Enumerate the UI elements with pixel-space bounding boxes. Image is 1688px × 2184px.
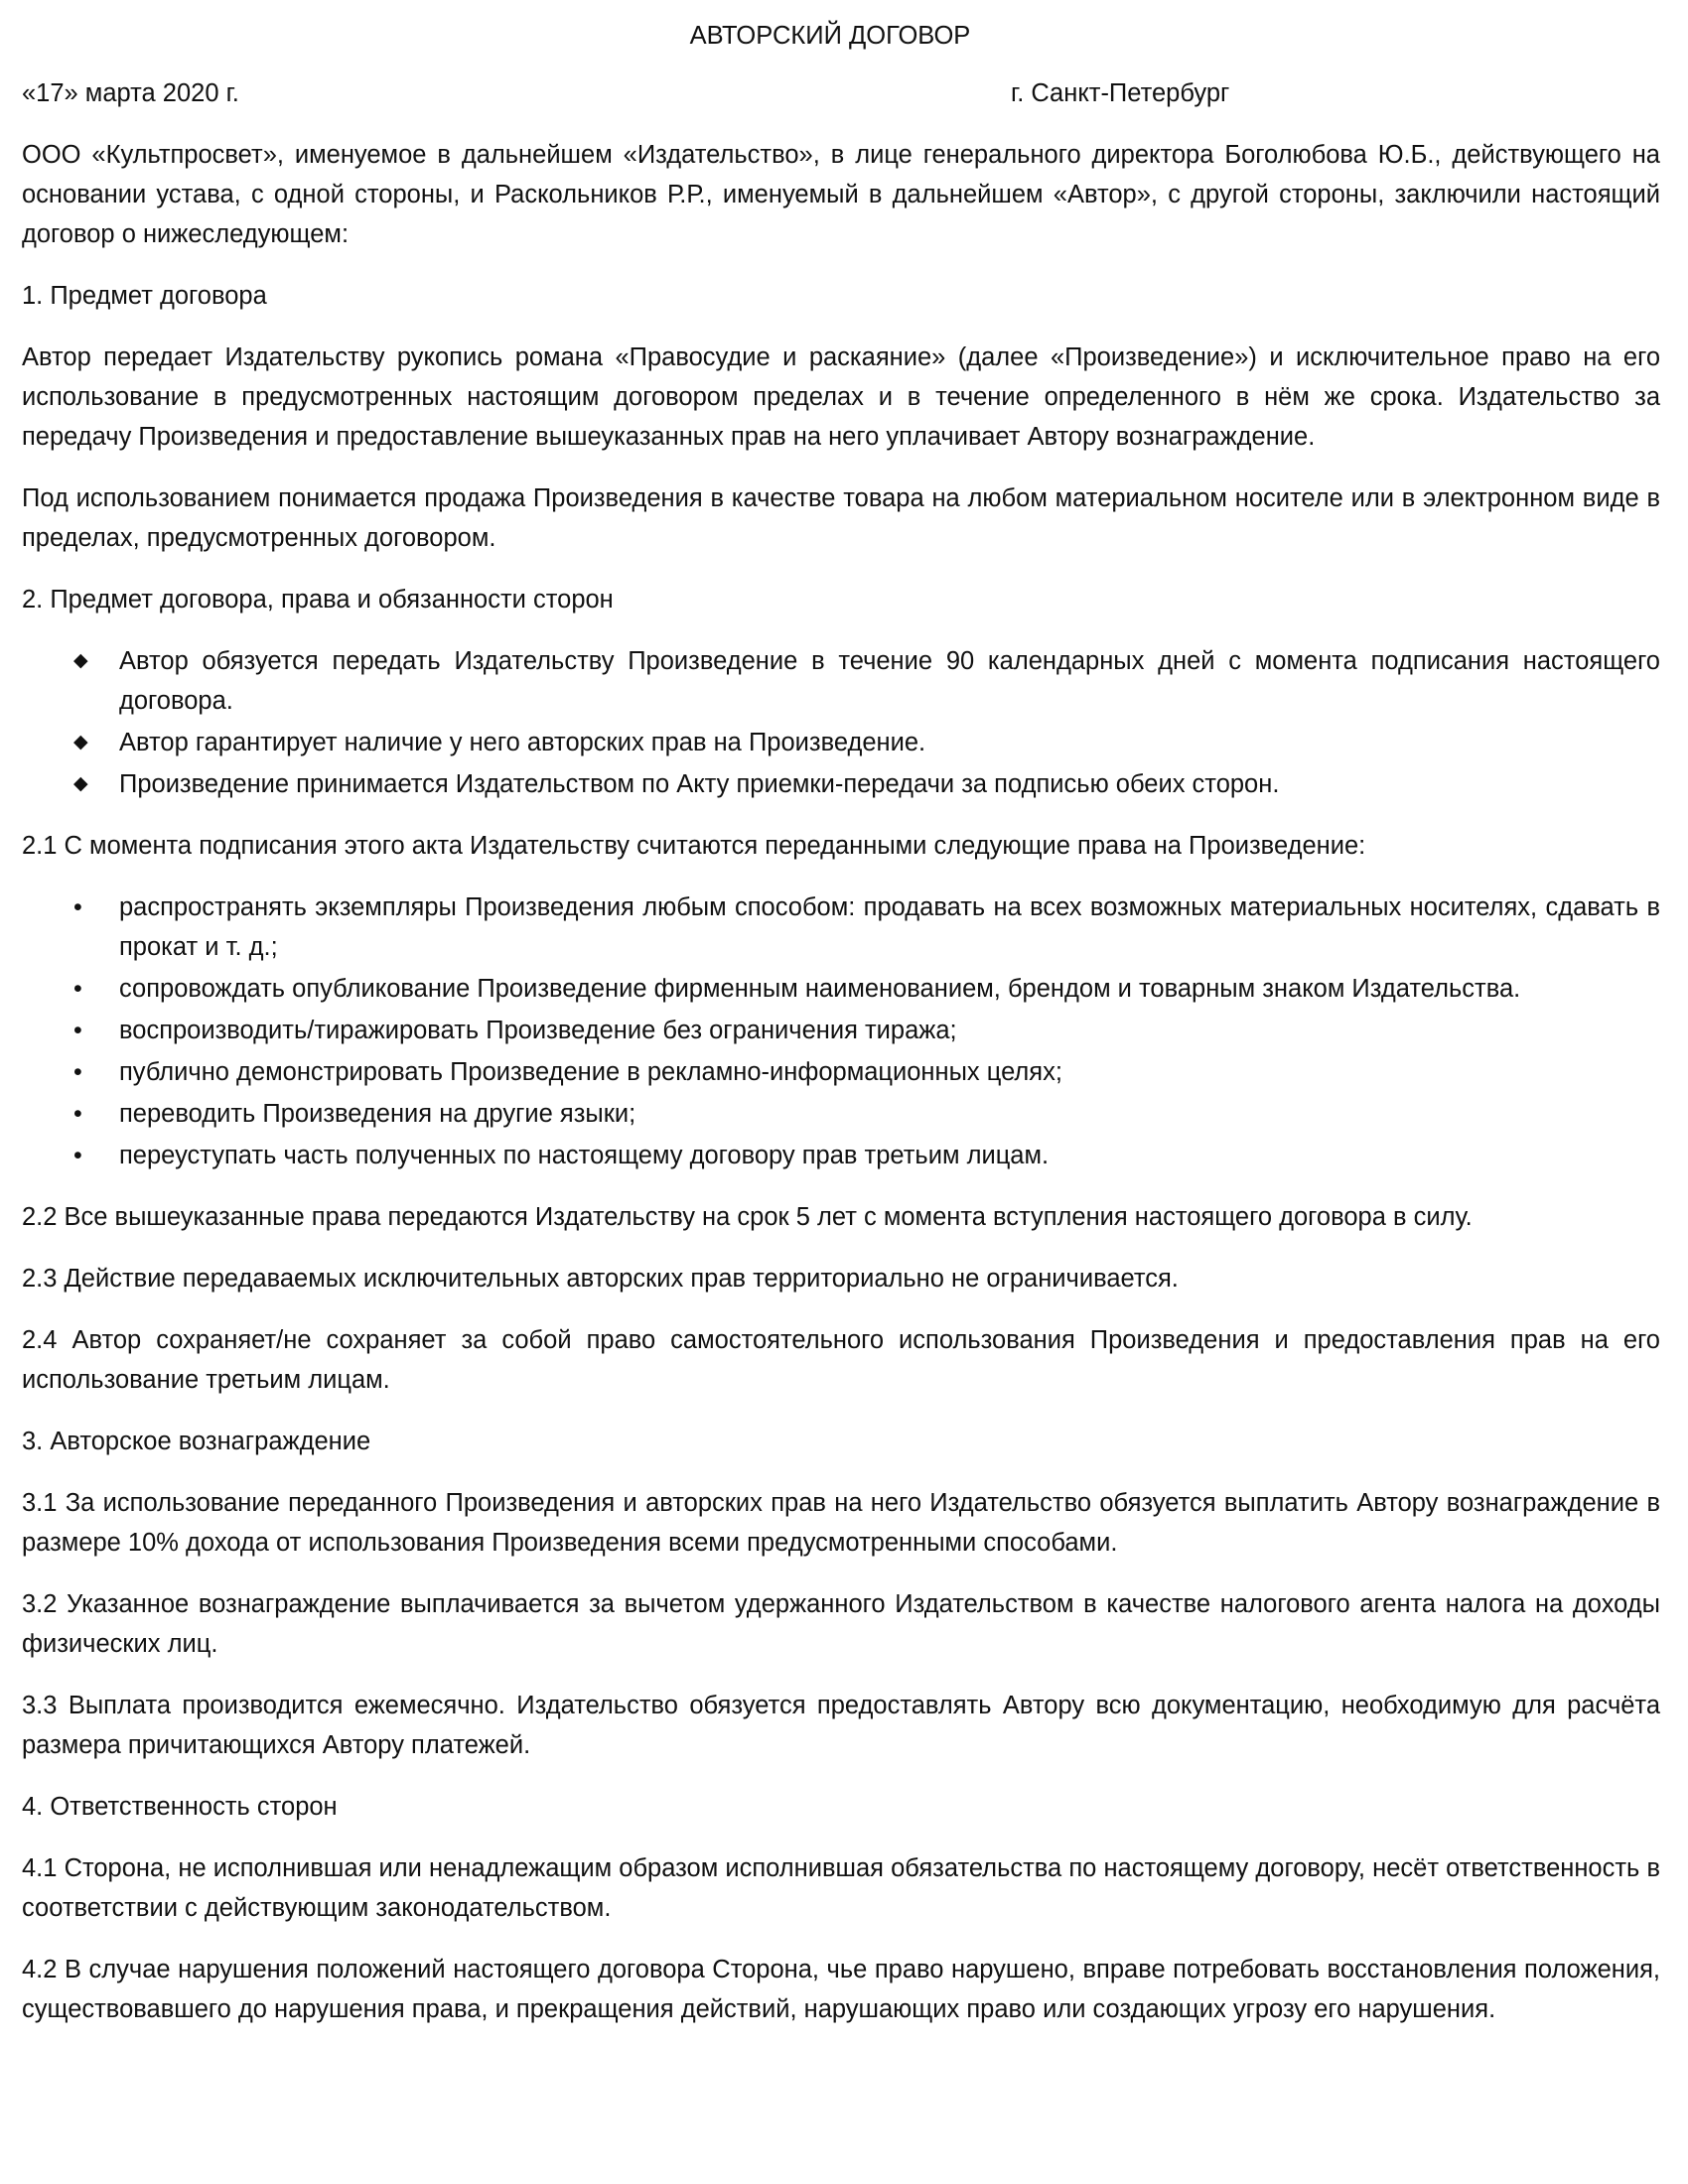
list-item-text: переуступать часть полученных по настоящему договору прав третьим лицам. <box>119 1142 1050 1169</box>
contract-city: г. Санкт-Петербург <box>1011 79 1230 107</box>
section-2-heading: 2. Предмет договора, права и обязанности сторон <box>22 586 614 614</box>
document-page <box>22 16 1660 2051</box>
list-item <box>22 723 1660 762</box>
list-item-text: распространять экземпляры Произведения любым способом: продавать на всех возможных материальных носителях, сдавать в прокат и т. д.; <box>119 893 1660 961</box>
dot-bullet-icon: • <box>73 1058 82 1086</box>
dot-bullet-icon: • <box>73 1142 82 1169</box>
dot-bullet-icon: • <box>73 1100 82 1128</box>
list-item <box>22 764 1660 804</box>
list-item <box>22 887 1660 967</box>
diamond-bullet-icon: ◆ <box>73 732 88 752</box>
list-item <box>22 969 1660 1009</box>
section-1-paragraph-2: Под использованием понимается продажа Произведения в качестве товара на любом материальном носителе или в электронном виде в пределах, предусмотренных договором. <box>22 484 1660 552</box>
section-4-heading: 4. Ответственность сторон <box>22 1793 338 1821</box>
list-item-text: воспроизводить/тиражировать Произведение без ограничения тиража; <box>119 1017 957 1044</box>
list-item-text: публично демонстрировать Произведение в рекламно-информационных целях; <box>119 1058 1062 1086</box>
date-city-row <box>22 73 1660 113</box>
section-3-heading: 3. Авторское вознаграждение <box>22 1428 371 1455</box>
dot-bullet-icon: • <box>73 893 82 921</box>
document-title: АВТОРСКИЙ ДОГОВОР <box>689 22 971 50</box>
list-item <box>22 1052 1660 1092</box>
clause-3-1: 3.1 За использование переданного Произведения и авторских прав на него Издательство обязуется выплатить Автору вознаграждение в размере 10% дохода от использования Произведения всеми предусмотренными способами. <box>22 1489 1660 1557</box>
dot-bullet-icon: • <box>73 1017 82 1044</box>
list-item <box>22 1011 1660 1050</box>
rights-list <box>22 887 1660 1175</box>
clause-4-1: 4.1 Сторона, не исполнившая или ненадлежащим образом исполнившая обязательства по настоящему договору, несёт ответственность в соответствии с действующим законодательством. <box>22 1854 1660 1922</box>
diamond-bullet-icon: ◆ <box>73 650 88 671</box>
list-item <box>22 641 1660 721</box>
clause-3-3: 3.3 Выплата производится ежемесячно. Издательство обязуется предоставлять Автору всю документацию, необходимую для расчёта размера причитающихся Автору платежей. <box>22 1692 1660 1759</box>
contract-date: «17» марта 2020 г. <box>22 79 239 107</box>
list-item-text: сопровождать опубликование Произведение фирменным наименованием, брендом и товарным знаком Издательства. <box>119 975 1521 1003</box>
clause-3-2: 3.2 Указанное вознаграждение выплачивается за вычетом удержанного Издательством в качестве налогового агента налога на доходы физических лиц. <box>22 1590 1660 1658</box>
list-item <box>22 1136 1660 1175</box>
preamble-paragraph: ООО «Культпросвет», именуемое в дальнейшем «Издательство», в лице генерального директора Боголюбова Ю.Б., действующего на основании устава, с одной стороны, и Раскольников Р.Р., именуемый в дальнейшем «Автор», с другой стороны, заключили настоящий договор о нижеследующем: <box>22 141 1660 248</box>
clause-2-3: 2.3 Действие передаваемых исключительных авторских прав территориально не ограничивается. <box>22 1265 1179 1293</box>
list-item-text: переводить Произведения на другие языки; <box>119 1100 636 1128</box>
list-item-text: Произведение принимается Издательством по Акту приемки-передачи за подписью обеих сторон. <box>119 770 1280 798</box>
section-1-heading: 1. Предмет договора <box>22 282 267 310</box>
clause-2-2: 2.2 Все вышеуказанные права передаются Издательству на срок 5 лет с момента вступления настоящего договора в силу. <box>22 1203 1473 1231</box>
diamond-bullet-icon: ◆ <box>73 773 88 794</box>
dot-bullet-icon: • <box>73 975 82 1003</box>
obligations-list <box>22 641 1660 804</box>
list-item <box>22 1094 1660 1134</box>
list-item-text: Автор гарантирует наличие у него авторских прав на Произведение. <box>119 729 926 756</box>
clause-2-1: 2.1 С момента подписания этого акта Издательству считаются переданными следующие права на Произведение: <box>22 832 1366 860</box>
section-1-paragraph-1: Автор передает Издательству рукопись романа «Правосудие и раскаяние» (далее «Произведение») и исключительное право на его использование в предусмотренных настоящим договором пределах и в течение определенного в нём же срока. Издательство за передачу Произведения и предоставление вышеуказанных прав на него уплачивает Автору вознаграждение. <box>22 343 1660 451</box>
clause-2-4: 2.4 Автор сохраняет/не сохраняет за собой право самостоятельного использования Произведения и предоставления прав на его использование третьим лицам. <box>22 1326 1660 1394</box>
list-item-text: Автор обязуется передать Издательству Произведение в течение 90 календарных дней с момента подписания настоящего договора. <box>119 647 1660 715</box>
clause-4-2: 4.2 В случае нарушения положений настоящего договора Сторона, чье право нарушено, вправе потребовать восстановления положения, существовавшего до нарушения права, и прекращения действий, нарушающих право или создающих угрозу его нарушения. <box>22 1956 1660 2023</box>
